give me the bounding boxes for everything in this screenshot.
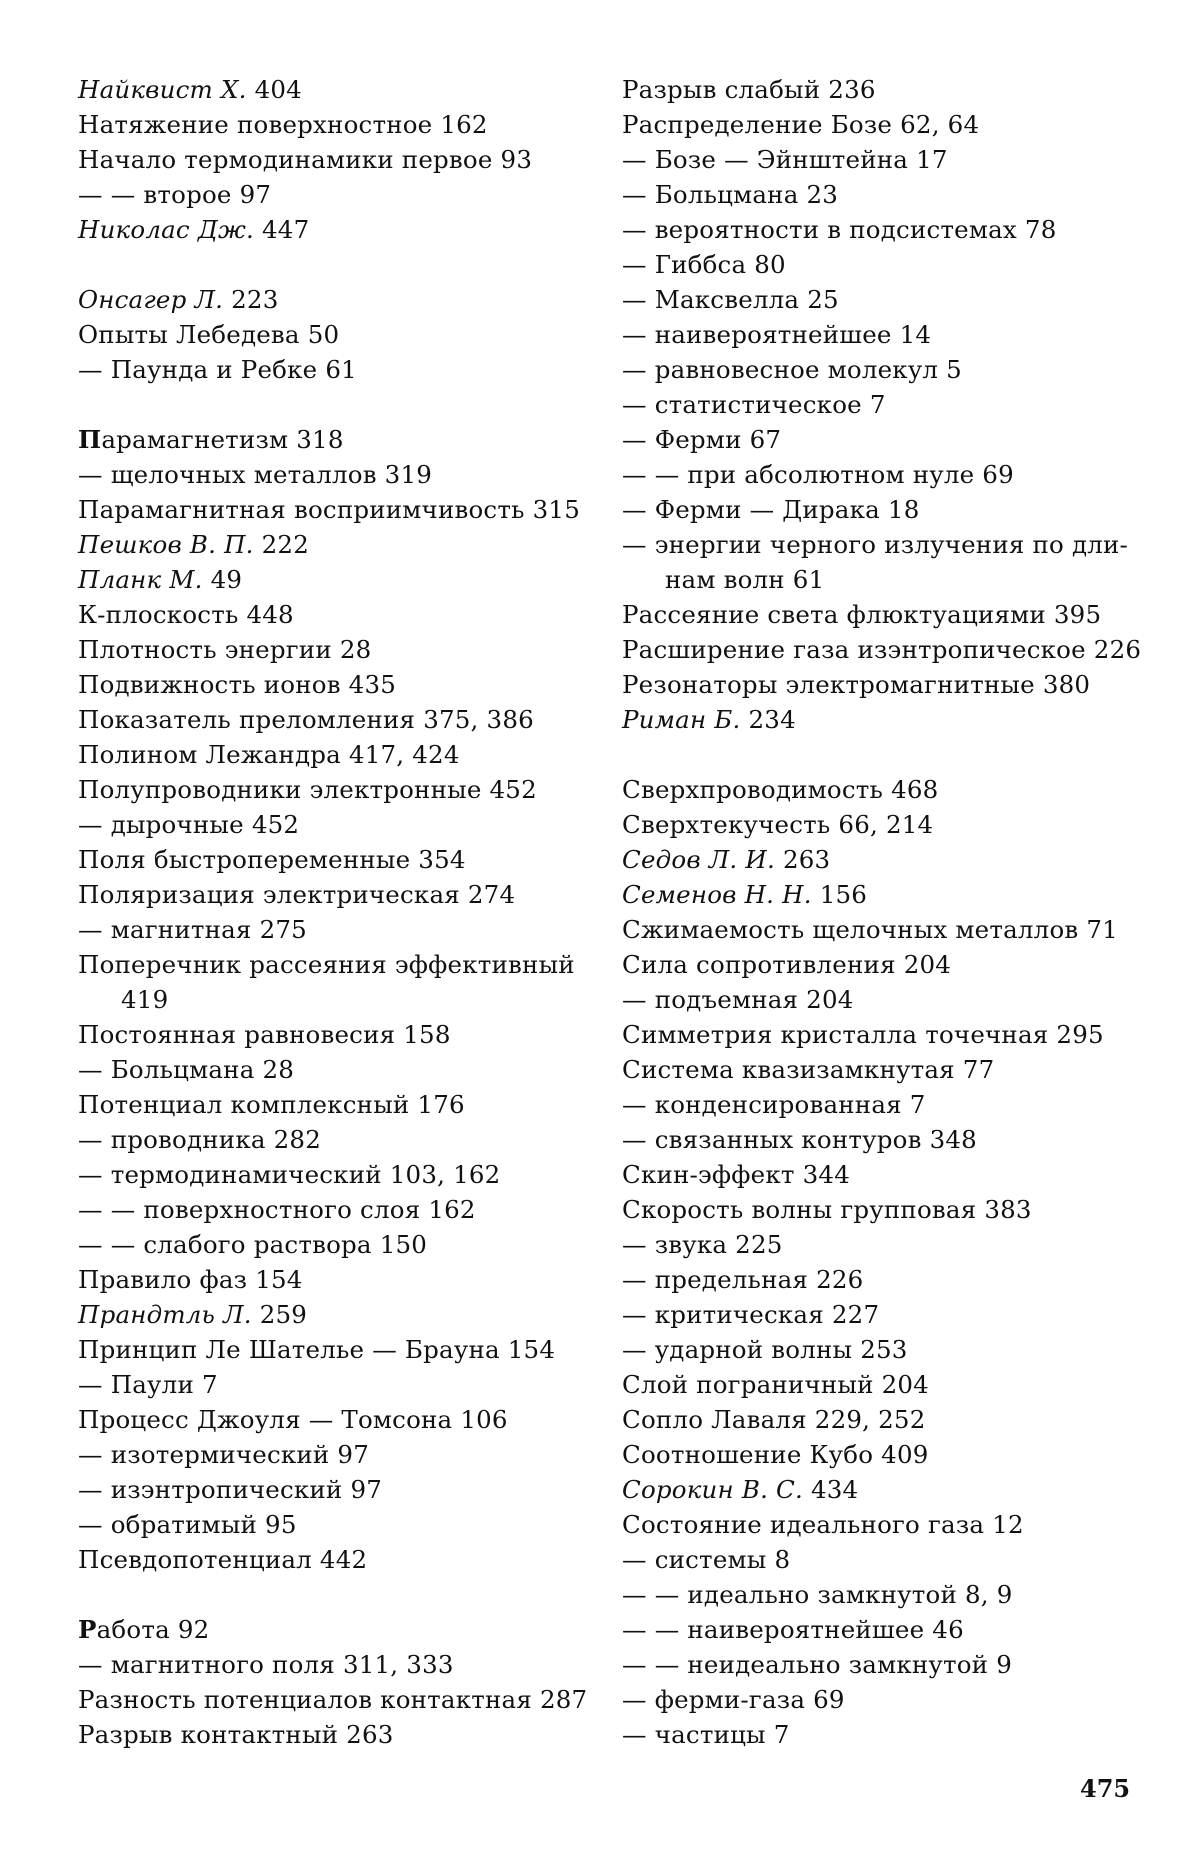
index-entry: Начало термодинамики первое 93 [78, 145, 533, 174]
index-entry: Пешков В. П. 222 [78, 530, 309, 559]
index-entry: Соотношение Кубо 409 [622, 1440, 929, 1469]
index-entry: — Больцмана 28 [78, 1055, 295, 1084]
index-entry: Постоянная равновесия 158 [78, 1020, 451, 1049]
author-name: Найквист Х. [78, 75, 247, 104]
index-entry: — изотермический 97 [78, 1440, 370, 1469]
index-entry: нам волн 61 [665, 565, 825, 594]
index-entry: Расширение газа изэнтропическое 226 [622, 635, 1142, 664]
index-entry: Седов Л. И. 263 [622, 845, 831, 874]
index-entry: — изэнтропический 97 [78, 1475, 383, 1504]
index-entry: Состояние идеального газа 12 [622, 1510, 1024, 1539]
index-entry: — предельная 226 [622, 1265, 864, 1294]
index-entry: Разрыв слабый 236 [622, 75, 876, 104]
index-entry: Сорокин В. С. 434 [622, 1475, 859, 1504]
index-entry: — магнитная 275 [78, 915, 307, 944]
index-entry: Показатель преломления 375, 386 [78, 705, 534, 734]
index-entry: — щелочных металлов 319 [78, 460, 433, 489]
index-entry: Сверхпроводимость 468 [622, 775, 939, 804]
index-entry: Скорость волны групповая 383 [622, 1195, 1032, 1224]
index-entry: — связанных контуров 348 [622, 1125, 977, 1154]
index-entry: Симметрия кристалла точечная 295 [622, 1020, 1104, 1049]
author-name: Седов Л. И. [622, 845, 775, 874]
index-entry: — термодинамический 103, 162 [78, 1160, 501, 1189]
index-entry: Онсагер Л. 223 [78, 285, 279, 314]
index-entry: Процесс Джоуля — Томсона 106 [78, 1405, 508, 1434]
index-entry: Сверхтекучесть 66, 214 [622, 810, 934, 839]
index-entry: Скин-эффект 344 [622, 1160, 850, 1189]
index-entry: — — при абсолютном нуле 69 [622, 460, 1014, 489]
section-initial: Р [78, 1615, 97, 1644]
author-name: Онсагер Л. [78, 285, 224, 314]
index-entry: Распределение Бозе 62, 64 [622, 110, 980, 139]
index-entry: — вероятности в подсистемах 78 [622, 215, 1057, 244]
author-name: Сорокин В. С. [622, 1475, 803, 1504]
index-entry: Найквист Х. 404 [78, 75, 302, 104]
index-entry: — энергии черного излучения по дли- [622, 530, 1129, 559]
index-entry: 419 [121, 985, 169, 1014]
author-name: Риман Б. [622, 705, 741, 734]
index-entry: Слой пограничный 204 [622, 1370, 929, 1399]
index-entry: Опыты Лебедева 50 [78, 320, 340, 349]
index-entry: Сжимаемость щелочных металлов 71 [622, 915, 1118, 944]
index-entry: — — поверхностного слоя 162 [78, 1195, 476, 1224]
index-entry: Поляризация электрическая 274 [78, 880, 516, 909]
index-entry: Псевдопотенциал 442 [78, 1545, 368, 1574]
index-entry: Поля быстропеременные 354 [78, 845, 466, 874]
index-entry: — конденсированная 7 [622, 1090, 926, 1119]
index-entry: Рассеяние света флюктуациями 395 [622, 600, 1102, 629]
index-entry: Парамагнитная восприимчивость 315 [78, 495, 580, 524]
index-entry: К-плоскость 448 [78, 600, 294, 629]
index-entry: Работа 92 [78, 1615, 210, 1644]
index-entry: Поперечник рассеяния эффективный [78, 950, 575, 979]
section-initial: П [78, 425, 102, 454]
index-entry: Сила сопротивления 204 [622, 950, 952, 979]
index-entry: — — наивероятнейшее 46 [622, 1615, 964, 1644]
index-entry: — критическая 227 [622, 1300, 880, 1329]
index-entry: — Бозе — Эйнштейна 17 [622, 145, 948, 174]
index-entry: Николас Дж. 447 [78, 215, 310, 244]
index-entry: Парамагнетизм 318 [78, 425, 344, 454]
index-entry: Система квазизамкнутая 77 [622, 1055, 995, 1084]
index-entry: — подъемная 204 [622, 985, 854, 1014]
author-name: Пешков В. П. [78, 530, 254, 559]
index-entry: — — идеально замкнутой 8, 9 [622, 1580, 1013, 1609]
index-entry: Сопло Лаваля 229, 252 [622, 1405, 926, 1434]
index-entry: — проводника 282 [78, 1125, 322, 1154]
page-number: 475 [1080, 1774, 1131, 1803]
author-name: Планк М. [78, 565, 203, 594]
index-entry: Резонаторы электромагнитные 380 [622, 670, 1091, 699]
index-entry: — частицы 7 [622, 1720, 790, 1749]
index-entry: — обратимый 95 [78, 1510, 297, 1539]
author-name: Семенов Н. Н. [622, 880, 812, 909]
author-name: Николас Дж. [78, 215, 254, 244]
index-entry: — наивероятнейшее 14 [622, 320, 932, 349]
index-entry: Полином Лежандра 417, 424 [78, 740, 460, 769]
index-entry: — статистическое 7 [622, 390, 886, 419]
index-entry: Плотность энергии 28 [78, 635, 372, 664]
index-entry: — Паули 7 [78, 1370, 218, 1399]
index-entry: — Паунда и Ребке 61 [78, 355, 357, 384]
index-entry: Принцип Ле Шателье — Брауна 154 [78, 1335, 556, 1364]
index-column-right [622, 72, 1142, 1752]
index-entry: — системы 8 [622, 1545, 791, 1574]
index-entry: Натяжение поверхностное 162 [78, 110, 488, 139]
index-entry: — — слабого раствора 150 [78, 1230, 428, 1259]
index-entry: — дырочные 452 [78, 810, 300, 839]
index-entry: — магнитного поля 311, 333 [78, 1650, 454, 1679]
index-entry: — равновесное молекул 5 [622, 355, 962, 384]
index-entry: Разрыв контактный 263 [78, 1720, 394, 1749]
index-entry: — Ферми 67 [622, 425, 782, 454]
index-entry: — ферми-газа 69 [622, 1685, 845, 1714]
index-entry: — Ферми — Дирака 18 [622, 495, 920, 524]
index-entry: Риман Б. 234 [622, 705, 796, 734]
index-entry: Планк М. 49 [78, 565, 243, 594]
index-entry: — Максвелла 25 [622, 285, 839, 314]
index-entry: Потенциал комплексный 176 [78, 1090, 465, 1119]
index-entry: Правило фаз 154 [78, 1265, 303, 1294]
index-entry: Подвижность ионов 435 [78, 670, 397, 699]
index-entry: Прандтль Л. 259 [78, 1300, 308, 1329]
index-entry: Полупроводники электронные 452 [78, 775, 537, 804]
index-entry: — звука 225 [622, 1230, 783, 1259]
index-entry: — Гиббса 80 [622, 250, 786, 279]
index-entry: Семенов Н. Н. 156 [622, 880, 868, 909]
index-entry: — Больцмана 23 [622, 180, 839, 209]
index-entry: — — неидеально замкнутой 9 [622, 1650, 1012, 1679]
index-column-left [78, 72, 588, 1752]
index-entry: — ударной волны 253 [622, 1335, 908, 1364]
index-entry: Разность потенциалов контактная 287 [78, 1685, 588, 1714]
index-entry: — — второе 97 [78, 180, 272, 209]
author-name: Прандтль Л. [78, 1300, 252, 1329]
